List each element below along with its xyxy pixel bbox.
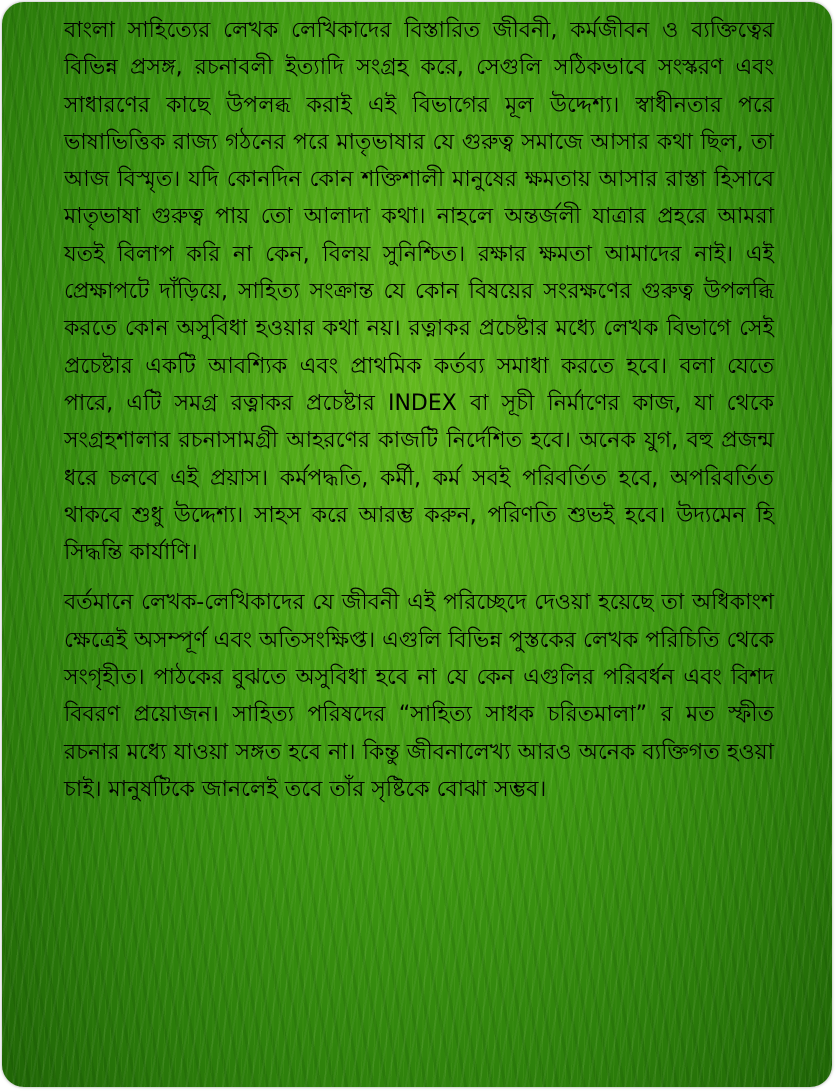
- article-body: [64, 12, 774, 808]
- grass-background-panel: [2, 2, 832, 1087]
- paragraph-intro: বাংলা সাহিত্যের লেখক লেখিকাদের বিস্তারিত জীবনী, কর্মজীবন ও ব্যক্তিত্বের বিভিন্ন প্রসঙ্গ, রচনাবলী ইত্যাদি সংগ্রহ করে, সেগুলি সঠিকভাবে সংস্করণ এবং সাধারণের কাছে উপলব্ধ করাই এই বিভাগের মূল উদ্দেশ্য। স্বাধীনতার পরে ভাষাভিত্তিক রাজ্য গঠনের পরে মাতৃভাষার যে গুরুত্ব সমাজে আসার কথা ছিল, তা আজ বিস্মৃত। যদি কোনদিন কোন শক্তিশালী মানুষের ক্ষমতায় আসার রাস্তা হিসাবে মাতৃভাষা গুরুত্ব পায় তো আলাদা কথা। নাহলে অন্তর্জলী যাত্রার প্রহরে আমরা যতই বিলাপ করি না কেন, বিলয় সুনিশ্চিত। রক্ষার ক্ষমতা আমাদের নাই। এই প্রেক্ষাপটে দাঁড়িয়ে, সাহিত্য সংক্রান্ত যে কোন বিষয়ের সংরক্ষণের গুরুত্ব উপলব্ধি করতে কোন অসুবিধা হওয়ার কথা নয়। রত্নাকর প্রচেষ্টার মধ্যে লেখক বিভাগে সেই প্রচেষ্টার একটি আবশ্যিক এবং প্রাথমিক কর্তব্য সমাধা করতে হবে। বলা যেতে পারে, এটি সমগ্র রত্নাকর প্রচেষ্টার INDEX বা সূচী নির্মাণের কাজ, যা থেকে সংগ্রহশালার রচনাসামগ্রী আহরণের কাজটি নির্দেশিত হবে। অনেক যুগ, বহু প্রজন্ম ধরে চলবে এই প্রয়াস। কর্মপদ্ধতি, কর্মী, কর্ম সবই পরিবর্তিত হবে, অপরিবর্তিত থাকবে শুধু উদ্দেশ্য। সাহস করে আরম্ভ করুন, পরিণতি শুভই হবে। উদ্যমেন হি সিদ্ধন্তি কার্যাণি।: [64, 18, 774, 566]
- paragraph-biographies: বর্তমানে লেখক-লেখিকাদের যে জীবনী এই পরিচ্ছেদে দেওয়া হয়েছে তা অধিকাংশ ক্ষেত্রেই অসম্পূর্ণ এবং অতিসংক্ষিপ্ত। এগুলি বিভিন্ন পুস্তকের লেখক পরিচিতি থেকে সংগৃহীত। পাঠকের বুঝতে অসুবিধা হবে না যে কেন এগুলির পরিবর্ধন এবং বিশদ বিবরণ প্রয়োজন। সাহিত্য পরিষদের “সাহিত্য সাধক চরিতমালা” র মত স্ফীত রচনার মধ্যে যাওয়া সঙ্গত হবে না। কিন্তু জীবনালেখ্য আরও অনেক ব্যক্তিগত হওয়া চাই। মানুষটিকে জানলেই তবে তাঁর সৃষ্টিকে বোঝা সম্ভব।: [64, 590, 774, 802]
